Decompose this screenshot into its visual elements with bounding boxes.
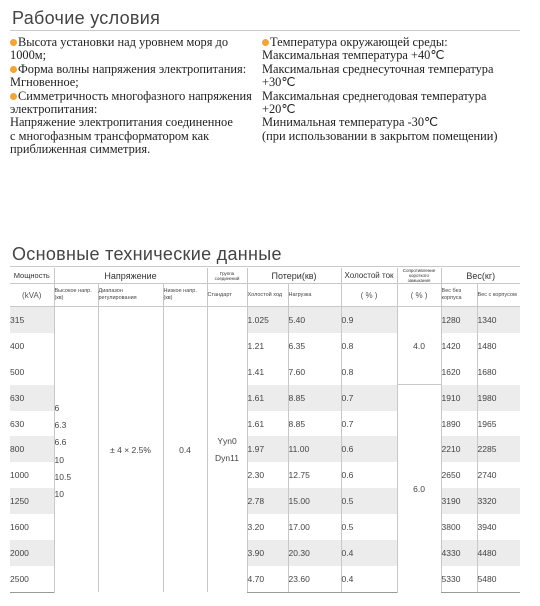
cell-load-loss: 5.40 xyxy=(288,307,341,333)
cell-noload-loss: 2.30 xyxy=(247,462,288,488)
cell-noload-loss: 2.78 xyxy=(247,488,288,514)
condition-text: +20℃ xyxy=(262,102,296,117)
condition-line xyxy=(262,103,532,116)
cell-weight-without: 1910 xyxy=(441,385,477,411)
cell-kva: 1000 xyxy=(10,470,29,481)
condition-text: Минимальная температура -30℃ xyxy=(262,115,438,130)
cell-weight-without: 3190 xyxy=(441,488,477,514)
header-standard: Стандарт xyxy=(207,284,247,307)
cell-kva: 630 xyxy=(10,418,25,429)
cell-kva: 500 xyxy=(10,366,25,377)
header-short-circuit: Сопротивление короткого замыкания xyxy=(397,268,441,284)
cell-noload-current: 0.8 xyxy=(341,333,397,359)
cell-noload-current: 0.4 xyxy=(341,540,397,566)
cell-group-merged xyxy=(207,307,247,593)
cell-weight-with: 2740 xyxy=(477,462,520,488)
cell-load-loss: 20.30 xyxy=(288,540,341,566)
condition-text: Напряжение электропитания соединенное xyxy=(10,115,233,130)
cell-noload-current: 0.6 xyxy=(341,436,397,462)
condition-line xyxy=(262,90,532,103)
cell-range-merged: ± 4 × 2.5% xyxy=(98,307,163,593)
header-voltage: Напряжение xyxy=(54,268,207,284)
condition-text: 1000м; xyxy=(10,48,47,63)
cell-load-loss: 15.00 xyxy=(288,488,341,514)
cell-weight-with: 1980 xyxy=(477,385,520,411)
condition-text: (при использовании в закрытом помещении) xyxy=(262,128,498,143)
cell-noload-loss: 1.41 xyxy=(247,359,288,385)
cell-weight-with: 2285 xyxy=(477,436,520,462)
hv-value: 6.6 xyxy=(54,437,67,448)
cell-weight-without: 1620 xyxy=(441,359,477,385)
cell-load-loss: 23.60 xyxy=(288,566,341,592)
cell-kva: 2000 xyxy=(10,540,54,566)
divider xyxy=(10,30,520,31)
cell-load-loss: 17.00 xyxy=(288,514,341,540)
condition-line xyxy=(10,130,262,143)
section-title-technical-data: Основные технические данные xyxy=(12,244,282,264)
bullet-icon xyxy=(10,93,17,100)
cell-load-loss: 7.60 xyxy=(288,359,341,385)
cell-load-loss: 8.85 xyxy=(288,385,341,411)
cell-noload-current: 0.9 xyxy=(341,307,397,333)
header-group: Группа соединений xyxy=(207,268,247,284)
condition-text: приближенная симметрия. xyxy=(10,142,151,157)
cell-weight-with: 3320 xyxy=(477,488,520,514)
header-noload-current-unit: ( % ) xyxy=(341,284,397,307)
cell-weight-without: 1280 xyxy=(441,307,477,333)
conditions-left-column xyxy=(10,36,262,157)
condition-line xyxy=(10,49,262,62)
cell-weight-with: 1480 xyxy=(477,333,520,359)
condition-text: Максимальная среднегодовая температура xyxy=(262,88,487,103)
condition-text: Высота установки над уровнем моря до xyxy=(18,35,229,49)
cell-weight-without: 3800 xyxy=(441,514,477,540)
cell-weight-without: 4330 xyxy=(441,540,477,566)
cell-weight-with: 4480 xyxy=(477,540,520,566)
cell-noload-current: 0.5 xyxy=(341,488,397,514)
table-row xyxy=(10,307,520,333)
condition-text: электропитания: xyxy=(10,102,98,117)
cell-sc-low: 4.0 xyxy=(397,307,441,385)
cell-kva: 2500 xyxy=(10,566,54,592)
cell-noload-current: 0.6 xyxy=(341,462,397,488)
header-weight-without: Вес без корпуса xyxy=(441,284,477,307)
header-hv: Высокое напр. (кв) xyxy=(54,284,98,307)
condition-text: Мгновенное; xyxy=(10,75,79,90)
cell-weight-with: 3940 xyxy=(477,514,520,540)
cell-weight-with: 1680 xyxy=(477,359,520,385)
header-noload-loss: Холостой ход xyxy=(247,284,288,307)
condition-line xyxy=(262,76,532,89)
cell-kva: 800 xyxy=(10,436,54,462)
cell-load-loss: 12.75 xyxy=(288,462,341,488)
section-title-working-conditions: Рабочие условия xyxy=(12,8,161,28)
cell-noload-current: 0.8 xyxy=(341,359,397,385)
condition-line xyxy=(262,130,532,143)
header-lv: Низкое напр. (кв) xyxy=(163,284,207,307)
cell-kva: 400 xyxy=(10,340,25,351)
cell-load-loss: 11.00 xyxy=(288,436,341,462)
header-power: Мощность xyxy=(10,268,54,284)
bullet-icon xyxy=(10,66,17,73)
hv-value: 10 xyxy=(54,489,64,500)
condition-line xyxy=(262,63,532,76)
cell-noload-loss: 3.20 xyxy=(247,514,288,540)
hv-value: 10 xyxy=(54,454,64,465)
header-losses: Потери(кв) xyxy=(247,268,341,284)
cell-sc-high: 6.0 xyxy=(397,385,441,593)
cell-noload-loss: 3.90 xyxy=(247,540,288,566)
cell-noload-loss: 1.61 xyxy=(247,411,288,437)
condition-text: Температура окружающей среды: xyxy=(270,35,448,49)
group-value: Yyn0 xyxy=(217,435,237,446)
condition-line xyxy=(10,76,262,89)
cell-kva: 630 xyxy=(10,385,54,411)
condition-text: Симметричность многофазного напряжения xyxy=(18,88,252,103)
condition-text: +30℃ xyxy=(262,75,296,90)
cell-noload-current: 0.7 xyxy=(341,411,397,437)
group-value: Dyn11 xyxy=(215,452,239,463)
bullet-icon xyxy=(10,39,17,46)
conditions-right-column xyxy=(262,36,532,143)
header-weight: Вес(кг) xyxy=(441,268,520,284)
cell-lv-merged: 0.4 xyxy=(163,307,207,593)
cell-weight-with: 1965 xyxy=(477,411,520,437)
cell-weight-without: 1890 xyxy=(441,411,477,437)
condition-line xyxy=(10,90,262,103)
header-load-loss: Нагрузка xyxy=(288,284,341,307)
condition-line xyxy=(10,63,262,76)
bullet-icon xyxy=(262,39,269,46)
cell-hv-merged xyxy=(54,307,98,593)
condition-line xyxy=(262,36,532,49)
condition-text: Форма волны напряжения электропитания: xyxy=(18,61,247,76)
cell-weight-without: 5330 xyxy=(441,566,477,592)
hv-value: 6 xyxy=(54,402,60,413)
cell-noload-loss: 1.97 xyxy=(247,436,288,462)
condition-line xyxy=(262,49,532,62)
hv-value: 6.3 xyxy=(54,420,67,431)
condition-line xyxy=(10,143,262,156)
cell-load-loss: 8.85 xyxy=(288,411,341,437)
cell-noload-loss: 1.025 xyxy=(247,307,288,333)
cell-weight-without: 2650 xyxy=(441,462,477,488)
condition-line xyxy=(262,116,532,129)
cell-noload-loss: 1.61 xyxy=(247,385,288,411)
cell-weight-with: 5480 xyxy=(477,566,520,592)
cell-load-loss: 6.35 xyxy=(288,333,341,359)
cell-weight-without: 2210 xyxy=(441,436,477,462)
cell-weight-without: 1420 xyxy=(441,333,477,359)
header-short-circuit-unit: ( % ) xyxy=(397,284,441,307)
header-noload-current: Холостой ток xyxy=(341,268,397,284)
condition-line xyxy=(10,103,262,116)
cell-kva: 1250 xyxy=(10,488,54,514)
condition-line xyxy=(10,116,262,129)
cell-noload-loss: 1.21 xyxy=(247,333,288,359)
cell-noload-current: 0.7 xyxy=(341,385,397,411)
condition-text: Максимальная среднесуточная температура xyxy=(262,61,494,76)
header-power-unit: (kVA) xyxy=(10,284,54,307)
divider xyxy=(10,266,520,267)
cell-noload-current: 0.5 xyxy=(341,514,397,540)
condition-text: Максимальная температура +40℃ xyxy=(262,48,445,63)
cell-noload-current: 0.4 xyxy=(341,566,397,592)
header-weight-with: Вес с корпусом xyxy=(477,284,520,307)
cell-weight-with: 1340 xyxy=(477,307,520,333)
cell-noload-loss: 4.70 xyxy=(247,566,288,592)
technical-data-table xyxy=(10,268,520,593)
header-range: Диапазон регулирования xyxy=(98,284,163,307)
condition-line xyxy=(10,36,262,49)
cell-kva: 315 xyxy=(10,307,54,333)
hv-value: 10.5 xyxy=(54,471,72,482)
condition-text: с многофазным трансформатором как xyxy=(10,128,210,143)
cell-kva: 1600 xyxy=(10,522,29,533)
